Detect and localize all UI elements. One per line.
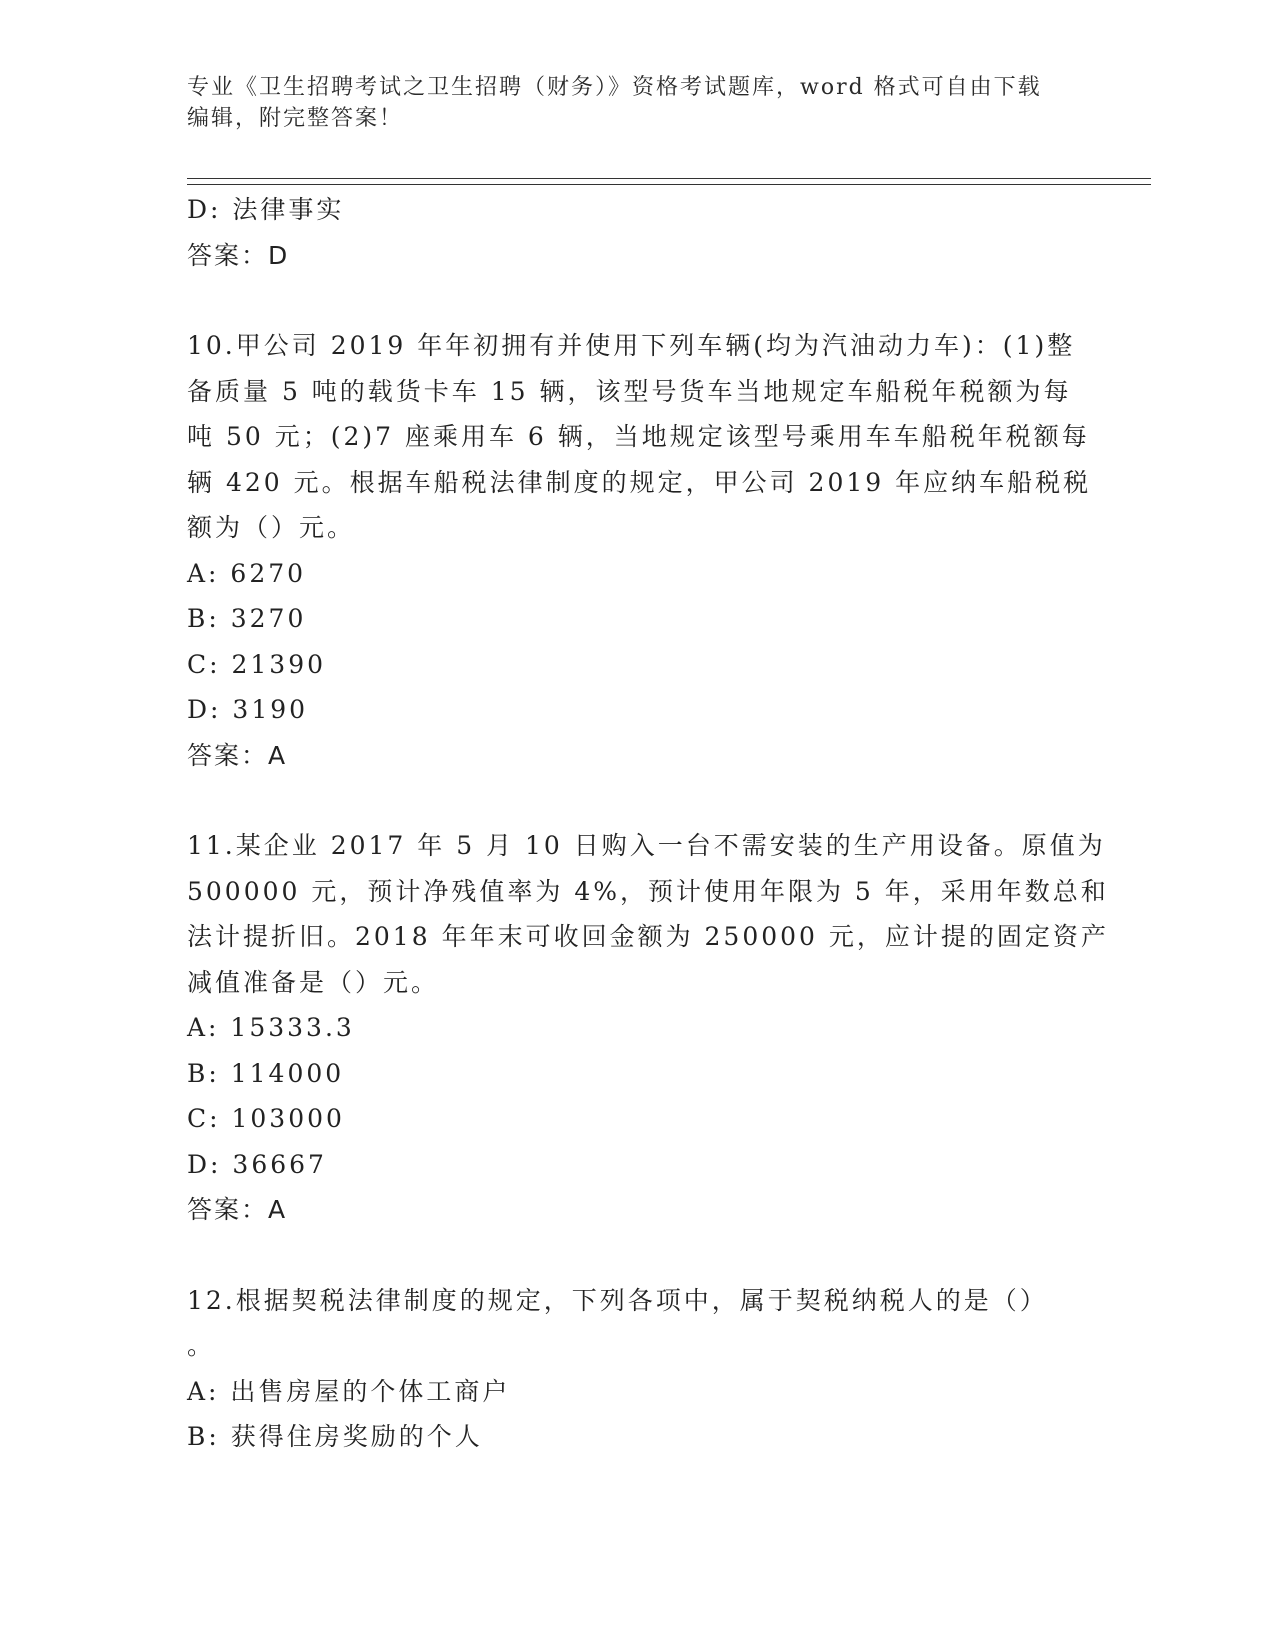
spacer	[187, 1233, 1087, 1278]
question-10-line-2: 备质量 5 吨的载货卡车 15 辆，该型号货车当地规定车船税年税额为每	[187, 376, 1072, 406]
answer-label: 答案：D	[187, 240, 290, 270]
option-d: D: 3190	[187, 695, 309, 724]
question-10-line-3: 吨 50 元；(2)7 座乘用车 6 辆，当地规定该型号乘用车车船税年税额每	[187, 422, 1090, 451]
header-rule-bottom	[187, 184, 1151, 185]
spacer	[187, 278, 1087, 323]
option-a: A: 15333.3	[187, 1013, 355, 1042]
header-line-1: 专业《卫生招聘考试之卫生招聘（财务）》资格考试题库，word 格式可自由下载	[187, 75, 1042, 100]
question-12	[187, 1278, 1087, 1460]
option-d: D: 36667	[187, 1149, 327, 1179]
answer-label: 答案：A	[187, 740, 288, 770]
question-10-line-5: 额为（）元。	[187, 513, 356, 542]
question-9-tail	[187, 187, 1087, 278]
header-line-2: 编辑，附完整答案！	[187, 106, 404, 131]
question-11-line-3: 法计提折旧。2018 年年末可收回金额为 250000 元，应计提的固定资产	[187, 922, 1109, 951]
answer-label: 答案：A	[187, 1195, 288, 1224]
spacer	[187, 778, 1087, 823]
option-a: A: 出售房屋的个体工商户	[187, 1376, 511, 1406]
question-10	[187, 323, 1092, 778]
question-12-line-1: 12.根据契税法律制度的规定，下列各项中，属于契税纳税人的是（）	[187, 1285, 1048, 1315]
question-11-line-2: 500000 元，预计净残值率为 4%，预计使用年限为 5 年，采用年数总和	[187, 876, 1109, 906]
document-header	[187, 72, 1067, 134]
question-11-line-4: 减值准备是（）元。	[187, 967, 440, 997]
question-11	[187, 823, 1109, 1233]
option-d: D: 法律事实	[187, 195, 345, 224]
option-b: B: 3270	[187, 604, 307, 633]
option-c: C: 103000	[187, 1104, 345, 1133]
question-10-line-1: 10.甲公司 2019 年年初拥有并使用下列车辆(均为汽油动力车)：(1)整	[187, 331, 1076, 360]
option-b: B: 获得住房奖励的个人	[187, 1422, 483, 1451]
question-10-line-4: 辆 420 元。根据车船税法律制度的规定，甲公司 2019 年应纳车船税税	[187, 467, 1092, 497]
question-11-line-1: 11.某企业 2017 年 5 月 10 日购入一台不需安装的生产用设备。原值为	[187, 831, 1106, 860]
question-list	[187, 187, 1109, 1460]
option-b: B: 114000	[187, 1058, 345, 1088]
question-12-line-2: 。	[187, 1331, 216, 1360]
option-a: A: 6270	[187, 558, 307, 588]
option-c: C: 21390	[187, 649, 327, 679]
header-rule-top	[187, 178, 1151, 179]
